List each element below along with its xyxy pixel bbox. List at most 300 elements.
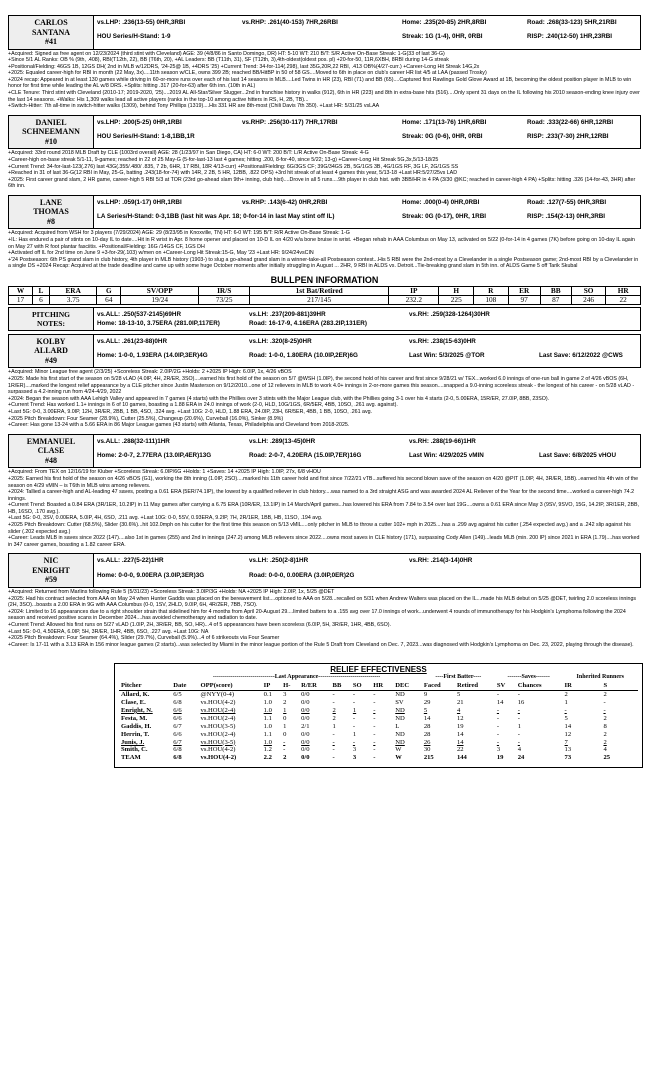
split-stat: vs.ALL: .227(5-22)1HR: [97, 557, 164, 565]
bullpen-col-header: IR/S: [199, 286, 250, 295]
relief-pitcher-name: Herrin, T.: [121, 730, 150, 738]
relief-cell: 144: [456, 754, 467, 762]
relief-cell: -: [373, 714, 376, 722]
player-name-line: CLASE: [37, 446, 65, 456]
relief-cell: 0: [283, 714, 287, 722]
player-name-line: KOLBY: [36, 336, 66, 346]
relief-cell: 22: [456, 746, 464, 754]
relief-cell: 0/0: [301, 746, 310, 754]
bullpen-stat-value: 64: [97, 295, 121, 304]
player-name-line: DANIEL: [35, 117, 67, 127]
player-splits: [94, 116, 640, 149]
relief-cell: 1: [352, 706, 357, 714]
note-line: +Since 5/1 AL Ranks: OB % (9th, .408), RBI(T12th, 22), BB (T6th, 20), +AL Leaders: BB (T11th, 31), SF (T12th, 3),4th-oldest(oldest pos. pl) +20-for-50, 11R,6XBH, 8RBI during 14-G streak: [8, 57, 449, 64]
note-line: +Acquired: Minor League free agent (2/3/25) +Scoreless Streak: 2.0IP/2G +Holds: 2 +2025 IP High: 6.0IP, 1x, 4/26 vBOS: [8, 369, 292, 376]
relief-cell: 0/0: [301, 714, 310, 722]
relief-col-header: IR: [563, 682, 602, 690]
relief-cell: ND: [395, 730, 405, 738]
relief-cell: -: [517, 691, 520, 699]
bullpen-stat-value: 87: [540, 295, 571, 304]
relief-cell: vs.HOU(2-4): [200, 730, 236, 738]
relief-cell: 0/0: [301, 730, 310, 738]
relief-cell: -: [332, 738, 335, 746]
note-line: +Last 5G: 0-0, 3.00ERA, 9.0IP, 12H, 3R/ER, 2BB, 1 BB, 4SO, .324 avg. +Last 10G: 2-0, HLD, 1.88 ERA, 24.0IP, 23H, 6R/5ER, 4BB, 1 BB, 10SO, .261 avg.: [8, 409, 373, 416]
relief-col-header: HR: [371, 682, 393, 690]
relief-cell: 0/0: [301, 699, 310, 706]
pitching-notes-block: [8, 307, 641, 331]
split-stat: [242, 32, 402, 46]
relief-cell: vs.HOU(4-2): [200, 754, 237, 762]
relief-cell: 0: [283, 730, 287, 738]
relief-cell: -: [373, 722, 376, 730]
note-line: +Acquired: Acquired from WSH for 3 players (7/29/2024) AGE: 29 (8/23/95 in Knoxville, TN) HT: 6-0 WT: 195 B/T: R/R Active On-Base Streak: 1-G: [8, 230, 350, 237]
relief-group-last-appearance: -------------------------------Last Appearance-------------------------------: [212, 674, 381, 681]
split-stat: Home: .171(13-76) 1HR,6RBI: [402, 118, 487, 126]
relief-cell: 1: [517, 722, 522, 730]
relief-cell: -: [564, 706, 567, 714]
relief-cell: 5: [423, 706, 428, 714]
pitching-notes-label: PITCHING NOTES:: [9, 308, 94, 330]
relief-col-header: Chances: [516, 682, 563, 690]
relief-cell: 6/6: [173, 730, 182, 738]
split-stat: Road: .127(7-55) 0HR,3RBI: [527, 198, 607, 206]
relief-row: [119, 739, 638, 747]
relief-cell: -: [352, 714, 356, 722]
bullpen-col-header: SO: [571, 286, 606, 295]
split-stat: vs.LH: .250(2-8)1HR: [249, 557, 309, 565]
bullpen-stat-value: 22: [606, 295, 641, 304]
split-stat: vs.RHP: .256(30-117) 7HR,17RBI: [242, 118, 338, 126]
split-stat: vs.RHP: .261(40-153) 7HR,26RBI: [242, 19, 338, 26]
relief-cell: -: [283, 738, 286, 746]
relief-cell: 2.2: [263, 754, 272, 762]
player-header: [8, 115, 641, 150]
relief-cell: -: [517, 714, 520, 722]
jersey-number: #48: [45, 455, 57, 465]
bullpen-col-header: IP: [389, 286, 439, 295]
note-line: +Acquired: From TEX on 12/16/19 for Kluber +Scoreless Streak: 6.0IP/6G +Holds: 1 +Saves: 14 +2025 IP High: 1.0IP, 27x, 6/8 vHOU: [8, 469, 321, 476]
relief-cell: -: [496, 706, 500, 714]
pitcher-name-box: [9, 335, 94, 368]
bullpen-col-header: HR: [606, 286, 641, 295]
relief-cell: -: [517, 706, 520, 714]
note-line: +Career: Leads MLB in saves since 2022 (147)....also 1st in games (255) and 2nd in innings (247.2) among MLB relievers since 2022....owns most saves in CLE history (171), surpassing Cody Allen (149)...leads MLB (min. 200 IP) since 2021 in ERA (1.79)....has worked in 347 career games, boasting a 1.82 career ERA.: [8, 535, 640, 548]
bullpen-col-header: R: [474, 286, 509, 295]
relief-col-header: Date: [171, 682, 198, 690]
relief-cell: 0/0: [301, 706, 310, 714]
bullpen-stat-value: 17: [9, 295, 33, 304]
relief-cell: 30: [423, 746, 431, 754]
relief-cell: -: [332, 699, 335, 706]
relief-group-inherited: Inherited Runners: [576, 674, 625, 681]
split-stat: Home: 0-0-0, 9.00ERA (3.0IP,3ER)3G: [97, 571, 205, 579]
split-stat: vs.RH: .238(15-63)0HR: [409, 337, 476, 345]
relief-cell: 14: [456, 738, 464, 746]
pitcher-notes: [8, 588, 641, 651]
split-stat: vs.LHP: .236(13-55) 0HR,3RBI: [97, 19, 186, 26]
relief-cell: 4: [517, 746, 522, 754]
relief-cell: 6/7: [173, 738, 182, 746]
relief-cell: -: [332, 691, 335, 699]
pitcher-splits: [94, 335, 640, 368]
bullpen-col-header: L: [32, 286, 49, 295]
relief-cell: vs.HOU(2-4): [200, 714, 236, 722]
relief-col-header: OPP(score): [199, 682, 262, 690]
split-stat: Road: 1-0-0, 1.80ERA (10.0IP,2ER)6G: [249, 352, 358, 360]
relief-cell: 2: [332, 706, 336, 714]
relief-cell: 73: [564, 754, 572, 762]
player-name-line: LANE: [39, 197, 63, 207]
player-name-box: [9, 116, 94, 149]
split-stat: Last Win: 5/3/2025 @TOR: [409, 352, 485, 360]
note-line: +Positional/Fielding: 46GS 1B, 12GS DH( 2nd in MLB w/12DRS, '24-25@ 1B, +4DRS '25) +Current Trend: 34-for-114(.298), last 35G,20R,22 RBI, .413 OB%(4/27-curr.) +Career-Long Hit Streak 14G,2x: [8, 63, 480, 70]
split-stat: [539, 556, 637, 570]
relief-cell: 1.0: [263, 706, 272, 714]
relief-cell: 7: [564, 738, 568, 746]
relief-cell: 19: [456, 722, 464, 730]
note-line: +2024: Limited to 16 appearances due to a right shoulder strain that sidelined him for 4 months from April 20-August 29....limited batters to a .155 avg over 17.0 innings of work...underwent 4 rounds of immunotherapy for his Hodgkin's Lymphoma following the 2024 season and received positive scans in December 2024....has avoided chemotherapy and radiation to date.: [8, 608, 626, 622]
pitcher-block: [8, 553, 641, 651]
split-stat: Streak: 0G (0-6), 0HR, 0RBI: [402, 133, 483, 141]
note-line: +CLE Tenure: Third stint with Cleveland (2010-17; 2019-2020, '25)....2019 AL All-Star/Silver Slugger...2nd in franchise history in walks (912), 6th in HR (223) and 8th in extra-base hits (516)....Only spent 31 days on the IL following his 2010 season-ending knee injury over the last 14 seasons. +Walks: His 1,309 walks lead all active players (ranks in the top-10 among active hitters in RS, H, 2B, TB)...: [8, 90, 640, 103]
relief-cell: 6/8: [173, 746, 182, 754]
relief-col-header: H-: [281, 682, 299, 690]
split-stat: LA Series/H-Stand: 0-3,1BB (last hit was Apr. 18; 0-for-14 in last May stint off IL): [97, 213, 335, 221]
relief-cell: 12: [456, 714, 464, 722]
split-stat: vs.LH: .289(13-45)0HR: [249, 437, 316, 445]
split-stat: [539, 437, 637, 451]
relief-cell: ND: [395, 706, 405, 714]
relief-group-saves: -------Saves-------: [507, 674, 550, 681]
relief-cell: vs.HOU(3-5): [200, 738, 236, 746]
relief-cell: vs.HOU(3-5): [200, 722, 236, 730]
relief-cell: -: [373, 730, 376, 738]
player-name-line: CARLOS: [34, 18, 68, 27]
relief-pitcher-name: Gaddis, H.: [121, 722, 152, 730]
note-line: +Current Trend: 34-for-last-123(.276) last 43G(.355/.480/ .835, 7 2b, 6HR, 17 RBI, 18R 4/13-curr) +Positional/Fielding: 6G/3GS CF; 39G/34GS 2B, 5G/1GS 3B, 4G/1GS RF, 3G LF, 2G/1GS SS: [8, 163, 459, 170]
pitcher-notes: [8, 468, 641, 551]
relief-cell: 9: [423, 691, 428, 699]
relief-cell: -: [517, 730, 520, 738]
relief-cell: -: [283, 746, 286, 754]
relief-cell: 2: [603, 714, 607, 722]
relief-pitcher-name: TEAM: [121, 754, 141, 762]
relief-col-header: DEC: [393, 682, 422, 690]
split-stat: RISP: .240(12-50) 1HR,23RBI: [527, 33, 613, 41]
relief-cell: 13: [564, 746, 572, 754]
relief-col-header: IP: [262, 682, 281, 690]
relief-cell: 21: [456, 699, 464, 706]
relief-cell: W: [395, 754, 402, 762]
bullpen-stat-value: 232.2: [389, 295, 439, 304]
split-stat: vs.RH: .288(19-66)1HR: [409, 437, 476, 445]
note-line: +2025: First career grand slam, 2 HR game, career-high 5 RBI 5/3 at TOR (23rd go-ahead slam 9th+ inning, club hist)....Drove in all 5 runs....9th player in club hist. with 3BB/HR in 4 PA (3/30 @KC; reached in career-high 4 PA) +Splits: hitting .326 (14-for-43, 3HR) after 6th inn.: [8, 176, 636, 190]
relief-cell: 1: [283, 722, 287, 730]
bullpen-stat-value: 3.75: [49, 295, 96, 304]
jersey-number: #59: [45, 575, 57, 585]
relief-cell: 2: [603, 691, 607, 699]
note-line: +Switch-Hitter: 7th all-time in switch-hitter walks (1309), behind Tony Phillips (1319)....His 331 HR are 8th-most (Chili Davis 7th 350). +Last HR: 5/31/25 vsLAA: [8, 103, 380, 110]
relief-cell: -: [603, 699, 606, 706]
relief-col-header: SV: [495, 682, 516, 690]
bullpen-title: BULLPEN INFORMATION: [270, 274, 379, 285]
relief-col-header: BB: [331, 682, 351, 690]
player-name-line: SANTANA: [31, 27, 71, 37]
note-line: +Acquired: 33rd round 2018 MLB Draft by CLE (1003rd overall) AGE: 28 (1/23/97 in San Diego, CA) HT: 6-0 WT: 200 B/T: L/R Active On-Base Streak: 4-G: [8, 150, 369, 157]
relief-cell: SV: [395, 699, 404, 706]
relief-col-header: Pitcher: [119, 682, 171, 690]
relief-cell: 12: [564, 730, 572, 738]
relief-pitcher-name: Festa, M.: [121, 714, 148, 722]
relief-cell: vs.HOU(4-2): [200, 699, 236, 706]
relief-cell: -: [373, 738, 376, 746]
relief-col-header: S: [601, 682, 638, 690]
bullpen-stat-value: 246: [571, 295, 606, 304]
split-stat: HOU Series/H-Stand: 1-9: [97, 33, 171, 41]
bullpen-col-header: G: [97, 286, 121, 295]
relief-cell: -: [496, 730, 500, 738]
relief-cell: -: [496, 691, 500, 699]
note-line: +Acquired: Returned from Marlins following Rule 5 (5/31/23) +Scoreless Streak: 3.0IP/3G +Holds: NA +2025 IP High: 2.0IP, 1x, 5/25 @DET: [8, 588, 335, 595]
relief-cell: -: [352, 699, 356, 706]
relief-cell: vs.HOU(2-4): [200, 706, 236, 714]
relief-cell: 6/5: [173, 691, 182, 699]
pitching-notes-splits: vs.ALL: .250(537-2145)69HR vs.LH: .237(209-881)39HR vs.RH: .259(328-1264)30HR Home: 18-13-10, 3.75ERA (281.0IP,117ER) Road: 16-17-9, 4.16ERA (283.2IP,131ER): [97, 310, 490, 327]
relief-cell: 0/0: [301, 691, 310, 699]
relief-cell: ND: [395, 691, 405, 699]
relief-row: [119, 707, 638, 715]
player-name-line: EMMANUEL: [26, 436, 76, 446]
relief-col-header: Retired: [455, 682, 495, 690]
relief-cell: 1.1: [263, 730, 272, 738]
relief-cell: 8: [603, 722, 607, 730]
relief-cell: 2: [603, 730, 607, 738]
relief-cell: 3: [352, 746, 357, 754]
note-line: +Last 5G: 0-0, 4.50ERA, 6.0IP, 5H, 3R/ER, 1HR, 4BB, 6SO, .227 avg. +Last 10G: NA: [8, 628, 209, 635]
split-stat: [242, 212, 402, 226]
relief-cell: -: [517, 738, 520, 746]
relief-cell: 1.0: [263, 699, 272, 706]
relief-cell: -: [373, 746, 376, 754]
bullpen-col-header: 1st Bat/Retired: [250, 286, 389, 295]
relief-cell: 1: [352, 730, 357, 738]
player-block: [8, 15, 641, 113]
split-stat: [539, 571, 637, 585]
split-stat: vs.ALL: .261(23-88)0HR: [97, 337, 167, 345]
player-name-line: ALLARD: [34, 346, 68, 356]
note-line: +2025: Made his first start of the season on 5/28 vLAD (4.0IP, 4H, 2R/ER, 3SO)....earned his first hold of the season on 5/7 @WSH (1.0IP), the second hold of his career and first since 9/28/21 w/ TEX...worked 6.0 innings of one-run ball in game 2 of 4/26 vBOS (6H, 1R/ER)....marked the longest relief appearance by a CLE pitcher since Justin Masterson on 9/12/2010...one of 12 relievers in MLB to work 4.0+ innings in 2-or-more games this season....snapped a 9.0-inning scoreless streak - the longest of his career - on 5/28 vLAD - surpassed a 4.2-inning run from 4/24-4/29, 2022: [8, 376, 635, 396]
relief-cell: 16: [517, 699, 525, 706]
relief-cell: 6/7: [173, 722, 182, 730]
bullpen-stat-value: 108: [474, 295, 509, 304]
relief-pitcher-name: Smith, C.: [121, 746, 148, 754]
relief-cell: 0.1: [263, 691, 272, 699]
relief-cell: -: [332, 746, 335, 754]
note-line: +IL: Has endured a pair of stints on 10-day IL to date....Hit in R wrist in Apr. 8 home opener and placed on 10-D IL on 4/20 w/a bone bruise in wrist. +Began rehab in AAA Columbus on May 13, activated on 5/22 (0-for-14 in 4 games (7K) before going on 10-day IL again on May 27 with R foot plantar fasciitis. +Positional/Fielding: 16G /14GS CF, 1GS DH: [8, 237, 635, 250]
split-stat: Streak: 1G (1-4), 0HR, 0RBI: [402, 33, 483, 41]
relief-cell: 14: [564, 722, 572, 730]
relief-cell: 6/8: [173, 754, 182, 762]
player-notes: [8, 149, 641, 193]
pitcher-notes: [8, 368, 641, 431]
split-stat: Last Save: 6/8/2025 vHOU: [539, 452, 617, 460]
pitcher-name-box: [9, 554, 94, 587]
relief-cell: ND: [395, 714, 405, 722]
note-line: +Last 5G: 0-0, 3SV, 0.00ERA, 5.0IP, 4H, 6SO, .211 avg. +Last 10G: 0-0, 5SV, 0.93ERA, 9.2IP, 7H, 2R/1ER, 1BB, HB, 11SO, .194 avg.: [8, 515, 323, 522]
game-notes-page: [8, 0, 641, 768]
split-stat: Home: 1-0-0, 1.93ERA (14.0IP,3ER)4G: [97, 352, 208, 360]
note-line: +2025 Pitch Breakdown: Four Seamer (64.4%), Slider (29.7%), Curveball (5.9%)...4 of 6 strikeouts via Four Seamer: [8, 635, 280, 642]
relief-cell: 1.0: [263, 738, 272, 746]
player-name-line: ENRIGHT: [32, 565, 70, 575]
relief-cell: 1: [283, 706, 287, 714]
split-stat: Road: 2-0-7, 4.20ERA (15.0IP,7ER)16G: [249, 452, 362, 460]
jersey-number: #10: [45, 136, 57, 146]
relief-cell: 14: [496, 699, 504, 706]
player-name-line: THOMAS: [33, 207, 69, 217]
relief-cell: 1.0: [263, 722, 272, 730]
split-stat: RISP: .233(7-30) 2HR,12RBI: [527, 133, 609, 141]
relief-cell: 1.1: [263, 714, 272, 722]
relief-row: [119, 746, 638, 754]
relief-cell: -: [373, 706, 376, 714]
player-name-line: SCHNEEMANN: [22, 127, 80, 137]
bullpen-col-header: ERA: [49, 286, 96, 295]
note-line: +2024 recap: Appeared in at least 130 games while driving in 60-or-more runs over each of his last 14 seasons in MLB....Led Twins in HR (23), RBI (71) and BB (65)....Captured first Rawlings Gold Glove Award at 1B, becoming the oldest position player in MLB to win honor for first time while leading the AL w/8 DRS. +Splits: hitting .317 (20-for-63) after 6th inn. (10th in AL): [8, 76, 632, 90]
player-splits: [94, 16, 640, 49]
player-header: [8, 15, 641, 50]
relief-pitcher-name: Allard, K.: [121, 691, 150, 699]
relief-cell: 28: [423, 722, 431, 730]
relief-cell: 6/8: [173, 699, 182, 706]
player-name-box: [9, 196, 94, 229]
relief-cell: 14: [423, 714, 431, 722]
player-header: [8, 195, 641, 230]
note-line: +'24 Postseason: 6th PS grand slam in club history, 4th player in MLB history (1903-) to slug a go-ahead grand slam in a winner-take-all Postseason contest...His 5 RBI were the 2nd-most by a Clevelander in a single Postseason game; 2nd-most RBI by a Clevelander in a single DS +2024 Recap: Acquired at the trade deadline and came up with some huge October moments after initially struggling in August ... 2HR, 9 RBI in ALDS vs. Detroit...Tie-breaking grand slam in 5th inn. of ALDS Game 5 off Tarik Skubal: [8, 256, 639, 270]
relief-cell: 25: [603, 754, 611, 762]
relief-cell: 24: [517, 754, 525, 762]
split-stat: Road: .268(33-123) 5HR,21RBI: [527, 19, 617, 26]
split-stat: [242, 132, 402, 146]
note-line: +2025: Equaled career-high for RBI in month (22 May, 3x)....11th season w/CLE, owns 399 2B; reached BB/HitBP in 50 of 58 GS....Moved to 6th in place on club's career HR list 4/5 at LAA (passed Trosky): [8, 70, 487, 77]
split-stat: vs.LH: .320(8-25)0HR: [249, 337, 312, 345]
note-line: +Current Trend: Has worked 1.1+ innings in 6 of 10 games, boasting a 1.88 ERA in 24.0 innings of work (2-0, HLD, 10G/1GS, 6R/5ER, 4BB, 10SO, .261 avg. against).: [8, 402, 398, 409]
note-line: +2025: Earned his first hold of the season on 4/26 vBOS (G1), working the 8th inning (1.0IP, 2SO)....marked his 11th career hold and first since 7/22/21 vTB...suffered his second blown save of the season on 4/20 @PIT (1.0IP, 4H, 3R/ER, 1BB)...earned his 4th win of the season on 4/29 vMIN – is T6th in MLB wins among relievers.: [8, 475, 639, 489]
relief-cell: -: [352, 722, 356, 730]
relief-cell: ND: [395, 738, 405, 746]
player-block: [8, 195, 641, 273]
relief-cell: 3: [496, 746, 501, 754]
relief-col-header: SO: [351, 682, 371, 690]
pitcher-header: [8, 553, 641, 588]
relief-cell: 28: [423, 730, 431, 738]
relief-cell: L: [395, 722, 400, 730]
relief-cell: -: [373, 754, 376, 762]
player-splits: [94, 196, 640, 229]
note-line: +2024: Began the season with AAA Lehigh Valley and appeared in 7 games (4 starts) with the Phillies over 3 stints with the Major League club, with the Phillies going 3-1 over his 4 starts (2-0, 5.00ERA, 15R/ER, 27.0IP, 8BB, 23SO).: [8, 395, 550, 402]
split-stat: Home: 2-0-7, 2.77ERA (13.0IP,4ER)13G: [97, 452, 212, 460]
relief-row: [119, 691, 638, 699]
player-name-box: [9, 16, 94, 49]
pitcher-name-box: [9, 435, 94, 468]
relief-row: [119, 715, 638, 723]
pitcher-splits: [94, 435, 640, 468]
relief-cell: -: [603, 706, 606, 714]
split-stat: vs.ALL: .288(32-111)1HR: [97, 437, 170, 445]
relief-cell: 2: [564, 691, 568, 699]
relief-cell: 2: [603, 738, 607, 746]
relief-cell: W: [395, 746, 402, 754]
note-line: +Career-high on-base streak 5/1-11, 9-games; reached in 22 of 25 May-G (5-for-last-13 last 4 games; hitting .200, 8-for-40, since 5/22; 13-g) +Career-Long Hit Streak 5G,3x,5/13-18/25: [8, 156, 439, 163]
relief-table: [119, 674, 638, 762]
bullpen-col-header: ER: [508, 286, 540, 295]
relief-col-header: Faced: [422, 682, 455, 690]
relief-cell: -: [373, 699, 376, 706]
player-block: [8, 115, 641, 193]
jersey-number: #49: [45, 355, 57, 365]
split-stat: Last Save: 6/12/2022 @CWS: [539, 352, 623, 360]
bullpen-stat-value: 97: [508, 295, 540, 304]
relief-pitcher-name: Enright, N.: [121, 706, 153, 714]
split-stat: Road: .333(22-66) 6HR,12RBI: [527, 118, 614, 126]
note-line: +Current Trend: Boasted a 0.84 ERA (3R/1ER, 10.2IP) in 11 May games after carrying a 6.75 ERA (10R/ER, 13.1IP) in 14 March/April games...has lowered his ERA from 7.84 to 3.54 over last 19G....owns a 0.61 ERA since May 3 (9SV, 9SVO, 15G, 14.2IP, 3R/1ER, 2BB, HB, 16SO, .170 avg.).: [8, 502, 639, 515]
relief-cell: 2: [283, 699, 287, 706]
relief-cell: 5: [564, 714, 568, 722]
player-name-line: NIC: [43, 556, 59, 566]
note-line: +2024: Tallied a career-high and AL-leading 47 saves, posting a 0.61 ERA (5ER/74.1IP), the lowest by a qualified reliever in club history....was named to a 3rd straight ASG and was awarded 2024 AL Reliever of the Year for the second time....worked a career-high 74.2 innings.: [8, 489, 635, 502]
bullpen-stat-value: 73/25: [199, 295, 250, 304]
split-stat: [539, 337, 637, 351]
relief-group-first-batter: ----First Batter----: [435, 674, 482, 681]
relief-cell: 4: [603, 746, 607, 754]
relief-row: [119, 723, 638, 731]
bullpen-stat-value: 225: [439, 295, 474, 304]
split-stat: Road: 0-0-0, 0.00ERA (3.0IP,0ER)2G: [249, 571, 355, 579]
relief-row: [119, 699, 638, 707]
relief-pitcher-name: Junis, J.: [121, 738, 145, 746]
bullpen-col-header: H: [439, 286, 474, 295]
split-stat: Home: .000(0-4) 0HR,0RBI: [402, 198, 480, 206]
relief-cell: 6/6: [173, 714, 182, 722]
pitcher-block: [8, 434, 641, 552]
split-stat: Streak: 0G (0-17), 0HR, 1RBI: [402, 213, 486, 221]
relief-cell: 2/1: [301, 722, 310, 730]
relief-cell: 1: [332, 722, 336, 730]
relief-cell: 2: [332, 714, 336, 722]
relief-cell: -: [496, 738, 500, 746]
pitcher-block: [8, 334, 641, 432]
bullpen-col-header: BB: [540, 286, 571, 295]
note-line: +2025 Pitch Breakdown: Cutter (68.5%), Slider (30.6%)...hit 102.0mph on his cutter for the first time this season on 5/13 vMIL....only pitcher in MLB to throw a cutter 102+ mph in 2025....has a .299 avg against his cutter (.254 expected avg.) and a .242 slip against his slider (.202 expected avg.): [8, 522, 631, 535]
relief-cell: @NYY(0-4): [200, 691, 235, 699]
split-stat: Home: .235(20-85) 2HR,8RBI: [402, 19, 487, 26]
pitcher-splits: [94, 554, 640, 587]
relief-cell: 29: [423, 699, 431, 706]
relief-cell: 6/6: [173, 706, 182, 714]
split-stat: vs.LHP: .059(1-17) 0HR,1RBI: [97, 198, 182, 206]
player-notes: [8, 229, 641, 273]
relief-cell: 3: [283, 691, 287, 699]
relief-cell: 0/0: [301, 738, 310, 746]
split-stat: HOU Series/H-Stand: 1-8,1BB,1R: [97, 133, 195, 141]
note-line: +Acquired: Signed as free agent on 12/23/2024 (third stint with Cleveland) AGE: 39 (4/8/86 in Santo Domingo, DR) HT: 5-10 WT: 210 B/T: S/R Active On-Base Streak: 1-G(33 of last 36-G): [8, 50, 445, 57]
note-line: +2025: Had his contract selected from AAA on May 24 when Hunter Gaddis was placed on the bereavement list....optioned to AAA on 5/28...recalled on 5/31 when Andrew Walters was placed on the IL...made his MLB debut on 5/25 @DET, twirling 2.0 scoreless innings (2H, 3SO)...boasts a 2.00 ERA in 9G with AAA Columbus (0-0, 1SV, 2HLD, 9.0IP, 6H, 4R/2ER, 7BB, 7SO).: [8, 595, 637, 609]
relief-cell: 5: [456, 691, 461, 699]
relief-row: [119, 731, 638, 739]
bullpen-stats-table: [8, 286, 641, 305]
relief-cell: 26: [423, 738, 431, 746]
bullpen-col-header: SV/OPP: [121, 286, 199, 295]
